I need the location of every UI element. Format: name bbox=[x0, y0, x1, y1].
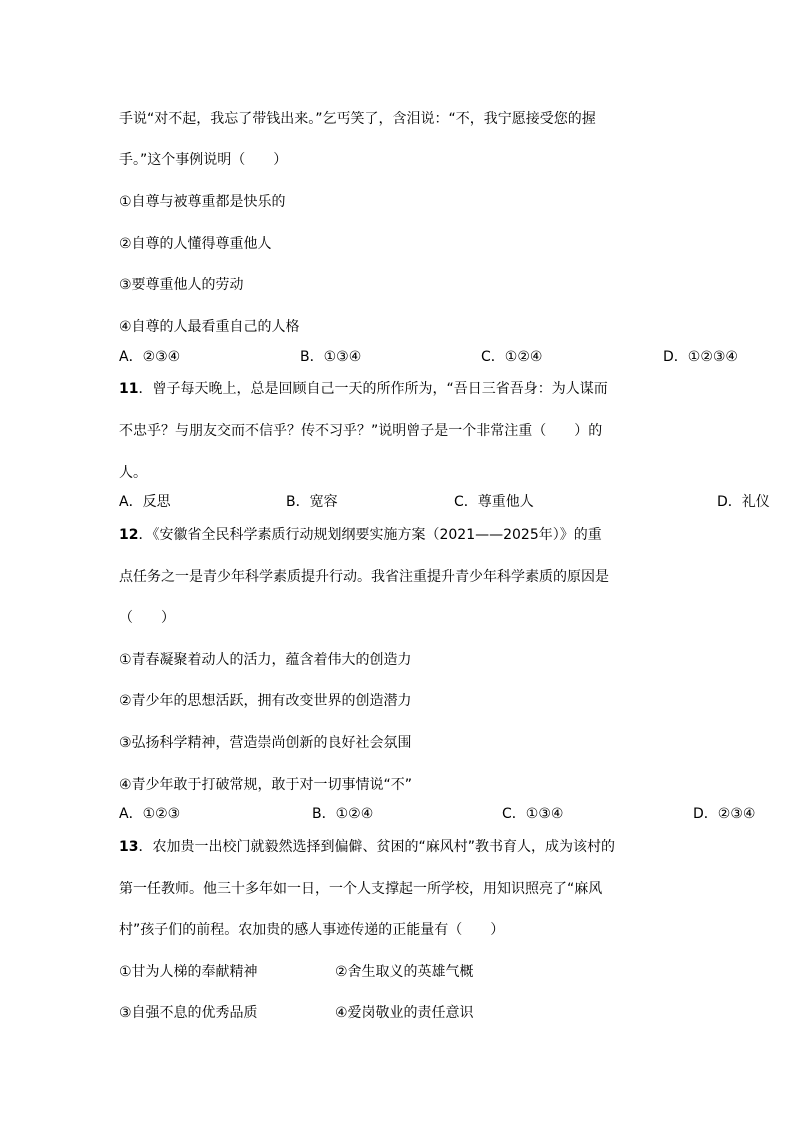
q13-stem-line1: 13．农加贵一出校门就毅然选择到偏僻、贫困的“麻风村”教书育人，成为该村的 bbox=[119, 839, 615, 855]
q10-stem-line1: 手说“对不起，我忘了带钱出来。”乞丐笑了，含泪说：“不，我宁愿接受您的握 bbox=[119, 111, 596, 127]
q12-stem-line2: 点任务之一是青少年科学素质提升行动。我省注重提升青少年科学素质的原因是 bbox=[119, 569, 609, 585]
q12-statement-1: ①青春凝聚着动人的活力，蕴含着伟大的创造力 bbox=[119, 652, 412, 668]
q12-number: 12 bbox=[119, 527, 139, 543]
q13-stem-line2: 第一任教师。他三十多年如一日，一个人支撑起一所学校，用知识照亮了“麻风 bbox=[119, 881, 603, 897]
q11-stem-line3: 人。 bbox=[119, 465, 147, 481]
q10-option-b: B．①③④ bbox=[300, 349, 362, 365]
q12-statement-4: ④青少年敢于打破常规，敢于对一切事情说“不” bbox=[119, 777, 413, 793]
q12-stem-line3: （ ） bbox=[119, 610, 175, 626]
q10-statement-1: ①自尊与被尊重都是快乐的 bbox=[119, 194, 286, 210]
q13-statement-4: ④爱岗敬业的责任意识 bbox=[335, 1005, 474, 1021]
q12-statement-3: ③弘扬科学精神，营造崇尚创新的良好社会氛围 bbox=[119, 735, 412, 751]
q13-statement-1: ①甘为人梯的奉献精神 bbox=[119, 964, 258, 980]
q12-statement-2: ②青少年的思想活跃，拥有改变世界的创造潜力 bbox=[119, 693, 412, 709]
q10-statement-3: ③要尊重他人的劳动 bbox=[119, 277, 244, 293]
q11-option-a: A．反思 bbox=[119, 494, 171, 510]
q11-stem-line2: 不忠乎？与朋友交而不信乎？传不习乎？”说明曾子是一个非常注重（ ）的 bbox=[119, 423, 603, 439]
q12-option-b: B．①②④ bbox=[312, 806, 374, 822]
q11-option-c: C．尊重他人 bbox=[454, 494, 534, 510]
q10-option-a: A．②③④ bbox=[119, 349, 181, 365]
q10-stem-line2: 手。”这个事例说明（ ） bbox=[119, 152, 288, 168]
q10-statement-2: ②自尊的人懂得尊重他人 bbox=[119, 236, 272, 252]
q13-statement-2: ②舍生取义的英雄气概 bbox=[335, 964, 474, 980]
q12-stem-line1: 12．《安徽省全民科学素质行动规划纲要实施方案（2021——2025年）》的重 bbox=[119, 527, 602, 543]
q13-stem-line3: 村”孩子们的前程。农加贵的感人事迹传递的正能量有（ ） bbox=[119, 922, 505, 938]
q11-option-b: B．宽容 bbox=[286, 494, 338, 510]
q10-statement-4: ④自尊的人最看重自己的人格 bbox=[119, 319, 300, 335]
q13-statement-3: ③自强不息的优秀品质 bbox=[119, 1005, 258, 1021]
q11-option-d: D．礼仪 bbox=[717, 494, 770, 510]
q12-option-d: D．②③④ bbox=[693, 806, 756, 822]
q10-option-c: C．①②④ bbox=[481, 349, 543, 365]
q12-option-a: A．①②③ bbox=[119, 806, 181, 822]
q10-option-d: D．①②③④ bbox=[663, 349, 738, 365]
q11-number: 11 bbox=[119, 381, 139, 397]
q11-stem-line1: 11．曾子每天晚上，总是回顾自己一天的所作所为，“吾日三省吾身：为人谋而 bbox=[119, 381, 608, 397]
q12-option-c: C．①③④ bbox=[502, 806, 564, 822]
q13-number: 13 bbox=[119, 839, 139, 855]
